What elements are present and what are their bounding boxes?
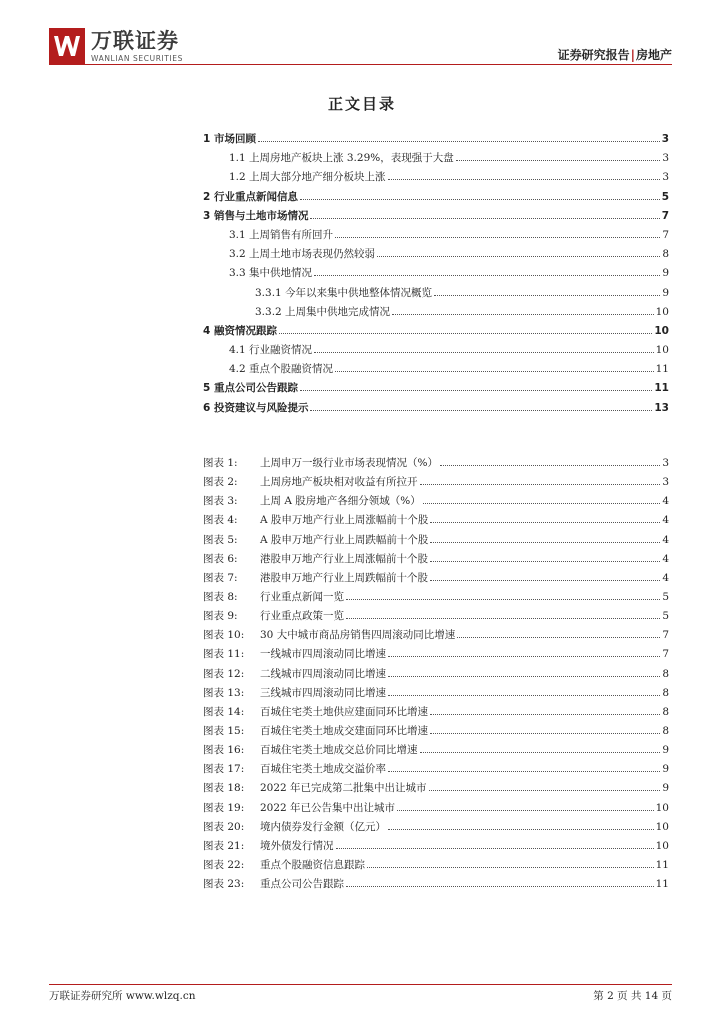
figure-entry[interactable] [203, 723, 669, 742]
wanlian-logo-icon [49, 28, 85, 64]
toc-entry-page: 13 [654, 401, 669, 414]
toc-entry[interactable] [203, 285, 669, 304]
figure-entry[interactable] [203, 512, 669, 531]
figure-page: 4 [662, 514, 669, 527]
figure-label: 图表 21: [203, 839, 245, 852]
toc-entry[interactable] [203, 265, 669, 284]
figure-page: 7 [662, 629, 669, 642]
figure-entry[interactable] [203, 704, 669, 723]
figure-title: A 股申万地产行业上周涨幅前十个股 [260, 514, 429, 527]
figure-page: 4 [662, 552, 669, 565]
figure-entry[interactable] [203, 761, 669, 780]
figure-title: 百城住宅类土地供应建面同环比增速 [260, 705, 428, 718]
figure-page: 9 [662, 763, 669, 776]
figure-title: 一线城市四周滚动同比增速 [260, 648, 386, 661]
dot-leader [430, 522, 660, 523]
dot-leader [420, 752, 661, 753]
figure-entry[interactable] [203, 455, 669, 474]
logo-english-name: WANLIAN SECURITIES [91, 54, 184, 63]
figure-page: 4 [662, 571, 669, 584]
dot-leader [314, 352, 654, 353]
toc-entry[interactable] [203, 227, 669, 246]
figure-label: 图表 16: [203, 744, 245, 757]
figure-label: 图表 14: [203, 705, 245, 718]
toc-entry[interactable] [203, 131, 669, 150]
figure-title: 境外债发行情况 [260, 839, 334, 852]
toc-entry-page: 8 [662, 248, 669, 261]
dot-leader [397, 810, 654, 811]
figure-page: 3 [662, 476, 669, 489]
figure-label: 图表 17: [203, 763, 245, 776]
figure-entry[interactable] [203, 876, 669, 895]
dot-leader [314, 275, 660, 276]
dot-leader [388, 656, 660, 657]
toc-entry-page: 9 [662, 286, 669, 299]
figure-title: 二线城市四周滚动同比增速 [260, 667, 386, 680]
figure-title: 港股申万地产行业上周跌幅前十个股 [260, 571, 428, 584]
dot-leader [388, 676, 660, 677]
figure-entry[interactable] [203, 493, 669, 512]
dot-leader [430, 733, 660, 734]
figure-entry[interactable] [203, 570, 669, 589]
figure-page: 4 [662, 495, 669, 508]
toc-entry[interactable] [203, 189, 669, 208]
dot-leader [430, 580, 660, 581]
toc-entry-title: 4 融资情况跟踪 [203, 324, 277, 337]
toc-entry[interactable] [203, 246, 669, 265]
dot-leader [346, 886, 654, 887]
toc-entry[interactable] [203, 150, 669, 169]
figure-title: 百城住宅类土地成交总价同比增速 [260, 744, 418, 757]
figure-title: A 股申万地产行业上周跌幅前十个股 [260, 533, 429, 546]
figure-label: 图表 18: [203, 782, 245, 795]
figure-entry[interactable] [203, 666, 669, 685]
figure-page: 8 [662, 724, 669, 737]
figure-entry[interactable] [203, 474, 669, 493]
figure-page: 8 [662, 667, 669, 680]
toc-entry-page: 9 [662, 267, 669, 280]
toc-entry[interactable] [203, 400, 669, 419]
dot-leader [310, 410, 652, 411]
figure-title: 三线城市四周滚动同比增速 [260, 686, 386, 699]
industry-name: 房地产 [635, 48, 672, 62]
figure-entry[interactable] [203, 838, 669, 857]
figure-label: 图表 10: [203, 629, 245, 642]
report-type: 证券研究报告 [557, 48, 630, 62]
page-number: 第 2 页 共 14 页 [593, 990, 672, 1002]
dot-leader [388, 771, 660, 772]
figure-title: 重点个股融资信息跟踪 [260, 858, 365, 871]
figure-list [203, 455, 669, 895]
figure-entry[interactable] [203, 800, 669, 819]
figure-page: 7 [662, 648, 669, 661]
figure-entry[interactable] [203, 646, 669, 665]
toc-entry-page: 10 [655, 305, 669, 318]
dot-leader [300, 199, 660, 200]
dot-leader [423, 503, 661, 504]
table-of-contents [203, 131, 669, 419]
dot-leader [279, 333, 652, 334]
figure-title: 行业重点政策一览 [260, 610, 344, 623]
dot-leader [420, 484, 661, 485]
toc-entry-page: 10 [655, 344, 669, 357]
toc-entry[interactable] [203, 304, 669, 323]
figure-entry[interactable] [203, 685, 669, 704]
toc-entry-title: 5 重点公司公告跟踪 [203, 382, 298, 395]
figure-page: 8 [662, 686, 669, 699]
toc-entry-title: 1 市场回顾 [203, 133, 256, 145]
toc-entry[interactable] [203, 380, 669, 399]
figure-entry[interactable] [203, 780, 669, 799]
figure-entry[interactable] [203, 857, 669, 876]
toc-title: 正文目录 [327, 95, 396, 113]
dot-leader [430, 542, 660, 543]
dot-leader [310, 218, 659, 219]
figure-title: 百城住宅类土地成交溢价率 [260, 763, 386, 776]
figure-page: 5 [662, 590, 669, 603]
figure-page: 10 [655, 839, 669, 852]
toc-entry-title: 1.1 上周房地产板块上涨 3.29%，表现强于大盘 [229, 152, 454, 165]
figure-page: 9 [662, 744, 669, 757]
toc-entry-page: 3 [661, 133, 669, 145]
figure-label: 图表 2: [203, 476, 238, 489]
toc-entry-page: 10 [654, 324, 669, 337]
toc-entry-page: 3 [662, 152, 669, 165]
toc-entry-title: 4.1 行业融资情况 [229, 344, 313, 357]
dot-leader [429, 790, 661, 791]
toc-entry-title: 3.3 集中供地情况 [229, 267, 313, 280]
figure-title: 2022 年已公告集中出让城市 [260, 801, 396, 814]
figure-page: 8 [662, 705, 669, 718]
figure-entry[interactable] [203, 627, 669, 646]
toc-entry[interactable] [203, 342, 669, 361]
dot-leader [346, 618, 660, 619]
figure-label: 图表 6: [203, 552, 238, 565]
company-logo [49, 28, 183, 64]
toc-entry-title: 3.2 上周土地市场表现仍然较弱 [229, 248, 376, 261]
toc-entry-page: 11 [654, 382, 669, 395]
figure-title: 重点公司公告跟踪 [260, 878, 344, 891]
figure-page: 10 [655, 820, 669, 833]
dot-leader [388, 829, 654, 830]
toc-entry[interactable] [203, 323, 669, 342]
toc-entry-page: 7 [661, 209, 669, 222]
toc-entry-title: 1.2 上周大部分地产细分板块上涨 [229, 171, 386, 184]
figure-page: 4 [662, 533, 669, 546]
figure-page: 5 [662, 610, 669, 623]
toc-entry-page: 7 [662, 228, 669, 241]
figure-label: 图表 11: [203, 648, 245, 661]
figure-entry[interactable] [203, 589, 669, 608]
figure-title: 上周 A 股房地产各细分领域（%） [260, 495, 421, 508]
dot-leader [440, 465, 660, 466]
figure-title: 港股申万地产行业上周涨幅前十个股 [260, 552, 428, 565]
figure-label: 图表 22: [203, 858, 245, 871]
dot-leader [388, 179, 661, 180]
page-footer [49, 984, 672, 1002]
header-separator: | [630, 48, 635, 62]
figure-label: 图表 9: [203, 610, 238, 623]
figure-entry[interactable] [203, 551, 669, 570]
dot-leader [377, 256, 660, 257]
toc-entry-title: 3 销售与土地市场情况 [203, 209, 309, 222]
dot-leader [392, 314, 654, 315]
figure-label: 图表 12: [203, 667, 245, 680]
figure-title: 百城住宅类土地成交建面同环比增速 [260, 724, 428, 737]
toc-entry-title: 2 行业重点新闻信息 [203, 190, 298, 203]
figure-label: 图表 1: [203, 457, 238, 469]
toc-entry-page: 3 [662, 171, 669, 184]
figure-title: 30 大中城市商品房销售四周滚动同比增速 [260, 629, 456, 642]
figure-title: 境内债券发行金额（亿元） [260, 820, 386, 833]
dot-leader [335, 237, 660, 238]
figure-page: 11 [655, 858, 669, 871]
toc-entry-title: 3.3.2 上周集中供地完成情况 [255, 305, 391, 318]
figure-title: 上周申万一级行业市场表现情况（%） [260, 457, 438, 469]
figure-label: 图表 3: [203, 495, 238, 508]
dot-leader [430, 561, 660, 562]
figure-page: 3 [662, 457, 669, 469]
dot-leader [457, 637, 660, 638]
toc-entry-page: 11 [655, 363, 669, 376]
page-header [0, 0, 724, 70]
dot-leader [258, 141, 660, 142]
figure-title: 2022 年已完成第二批集中出让城市 [260, 782, 427, 795]
figure-title: 行业重点新闻一览 [260, 590, 344, 603]
toc-entry-title: 3.3.1 今年以来集中供地整体情况概览 [255, 286, 433, 299]
dot-leader [388, 695, 660, 696]
dot-leader [367, 867, 654, 868]
figure-title: 上周房地产板块相对收益有所拉开 [260, 476, 418, 489]
dot-leader [336, 848, 654, 849]
logo-chinese-name: 万联证券 [91, 29, 179, 53]
figure-page: 11 [655, 878, 669, 891]
toc-entry-title: 4.2 重点个股融资情况 [229, 363, 334, 376]
dot-leader [456, 160, 661, 161]
figure-label: 图表 8: [203, 590, 238, 603]
figure-entry[interactable] [203, 742, 669, 761]
toc-entry[interactable] [203, 361, 669, 380]
toc-entry-title: 6 投资建议与风险提示 [203, 401, 309, 414]
figure-label: 图表 4: [203, 514, 238, 527]
report-category [558, 46, 672, 63]
dot-leader [300, 390, 652, 391]
figure-entry[interactable] [203, 819, 669, 838]
figure-label: 图表 7: [203, 571, 238, 584]
figure-page: 10 [655, 801, 669, 814]
footer-divider [49, 984, 672, 985]
figure-entry[interactable] [203, 608, 669, 627]
figure-page: 9 [662, 782, 669, 795]
dot-leader [335, 371, 654, 372]
dot-leader [430, 714, 660, 715]
figure-label: 图表 5: [203, 533, 238, 546]
dot-leader [434, 295, 660, 296]
figure-label: 图表 19: [203, 801, 245, 814]
figure-label: 图表 15: [203, 724, 245, 737]
toc-entry[interactable] [203, 169, 669, 188]
toc-entry[interactable] [203, 208, 669, 227]
figure-label: 图表 20: [203, 820, 245, 833]
figure-entry[interactable] [203, 532, 669, 551]
toc-entry-title: 3.1 上周销售有所回升 [229, 228, 334, 241]
toc-entry-page: 5 [661, 190, 669, 203]
figure-label: 图表 13: [203, 686, 245, 699]
header-divider [49, 64, 672, 65]
dot-leader [346, 599, 660, 600]
footer-source: 万联证券研究所 www.wlzq.cn [49, 990, 196, 1002]
figure-label: 图表 23: [203, 878, 245, 891]
